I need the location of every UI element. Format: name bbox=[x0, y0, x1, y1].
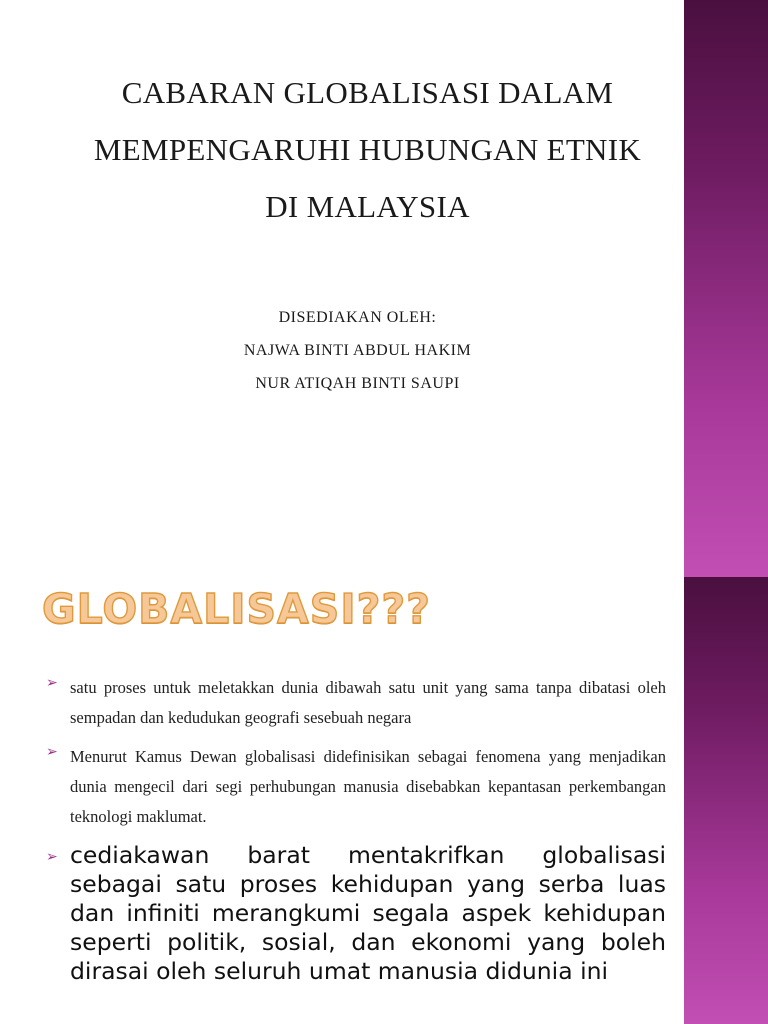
slide-title bbox=[40, 64, 695, 235]
title-line: DI MALAYSIA bbox=[265, 189, 470, 224]
bullet-item bbox=[46, 841, 666, 986]
arrow-bullet-icon: ➢ bbox=[46, 744, 58, 760]
bullet-text: satu proses untuk meletakkan dunia dibawah satu unit yang sama tanpa dibatasi oleh sempadan dan kedudukan geografi sesebuah negara bbox=[70, 678, 666, 727]
definition-slide bbox=[0, 577, 768, 1024]
author-name: NAJWA BINTI ABDUL HAKIM bbox=[243, 342, 472, 359]
decorative-side-bar bbox=[684, 577, 768, 1024]
bullet-text: Menurut Kamus Dewan globalisasi didefinisikan sebagai fenomena yang menjadikan dunia mengecil dari segi perhubungan manusia disebabkan kepantasan perkembangan teknologi maklumat. bbox=[70, 747, 666, 826]
arrow-bullet-icon: ➢ bbox=[46, 675, 58, 691]
title-line: CABARAN GLOBALISASI DALAM bbox=[121, 75, 614, 110]
author-block bbox=[120, 305, 595, 404]
bullet-list bbox=[46, 673, 666, 995]
prepared-by-label: DISEDIAKAN OLEH: bbox=[278, 309, 437, 326]
slide-heading: GLOBALISASI??? bbox=[42, 585, 431, 633]
bullet-text: cediakawan barat mentakrifkan globalisasi sebagai satu proses kehidupan yang serba luas dan infiniti merangkumi segala aspek kehidupan seperti politik, sosial, dan ekonomi yang boleh dirasai oleh seluruh umat manusia didunia ini bbox=[70, 841, 666, 985]
author-name: NUR ATIQAH BINTI SAUPI bbox=[255, 375, 460, 392]
bullet-item bbox=[46, 673, 666, 733]
arrow-bullet-icon: ➢ bbox=[46, 849, 58, 865]
decorative-side-bar bbox=[684, 0, 768, 577]
title-line: MEMPENGARUHI HUBUNGAN ETNIK bbox=[93, 132, 642, 167]
bullet-item bbox=[46, 742, 666, 832]
